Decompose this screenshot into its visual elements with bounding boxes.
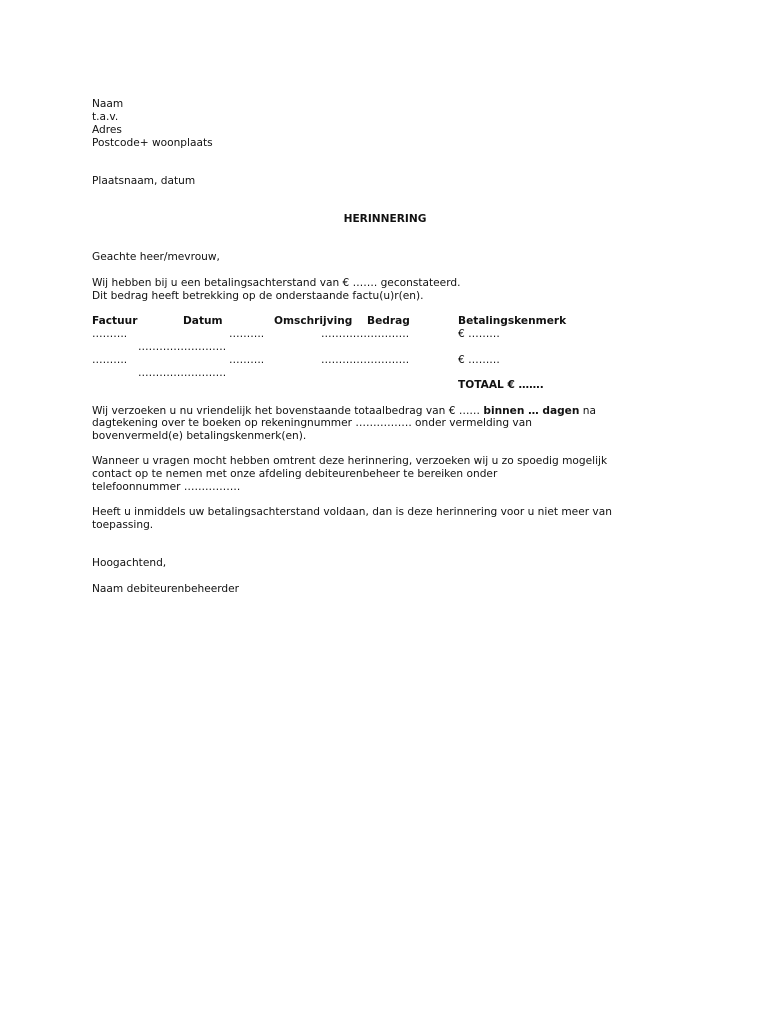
- signature-name: Naam debiteurenbeheerder: [92, 583, 240, 595]
- table-row-2-bedrag: € ………: [458, 354, 500, 366]
- table-row-1-datum: ……….: [229, 328, 265, 340]
- table-row-2-omschrijving: …………………….: [321, 354, 410, 366]
- payment-deadline: binnen … dagen: [483, 405, 580, 417]
- table-row-1-bedrag: € ………: [458, 328, 500, 340]
- table-row-2-continuation: …………………….: [138, 367, 227, 379]
- payment-request-line-2: dagtekening over te boeken op rekeningnummer ……………. onder vermelding van: [92, 417, 532, 429]
- already-paid-line-1: Heeft u inmiddels uw betalingsachterstand voldaan, dan is deze herinnering voor u niet meer van: [92, 506, 612, 518]
- column-header-kenmerk: Betalingskenmerk: [458, 315, 567, 327]
- intro-line-2: Dit bedrag heeft betrekking op de onderstaande factu(u)r(en).: [92, 290, 424, 302]
- recipient-name: Naam: [92, 98, 124, 110]
- payment-request-suffix: na: [579, 405, 596, 417]
- column-header-omschrijving: Omschrijving: [274, 315, 353, 327]
- table-row-2-datum: ……….: [229, 354, 265, 366]
- payment-request-line-3: bovenvermeld(e) betalingskenmerk(en).: [92, 430, 307, 442]
- letter-title: HERINNERING: [343, 213, 427, 225]
- column-header-factuur: Factuur: [92, 315, 138, 327]
- column-header-bedrag: Bedrag: [367, 315, 410, 327]
- salutation: Geachte heer/mevrouw,: [92, 251, 220, 263]
- intro-line-1: Wij hebben bij u een betalingsachterstand van € ……. geconstateerd.: [92, 277, 461, 289]
- total-amount: TOTAAL € …….: [458, 379, 544, 391]
- recipient-address: Adres: [92, 124, 122, 136]
- table-row-1-continuation: …………………….: [138, 341, 227, 353]
- questions-line-3: telefoonnummer …………….: [92, 481, 241, 493]
- recipient-attention: t.a.v.: [92, 111, 119, 123]
- closing: Hoogachtend,: [92, 557, 167, 569]
- column-header-datum: Datum: [183, 315, 223, 327]
- questions-line-2: contact op te nemen met onze afdeling debiteurenbeheer te bereiken onder: [92, 468, 498, 480]
- table-row-2-factuur: ……….: [92, 354, 128, 366]
- table-row-1-factuur: ……….: [92, 328, 128, 340]
- place-date: Plaatsnaam, datum: [92, 175, 196, 187]
- payment-request-text: Wij verzoeken u nu vriendelijk het bovenstaande totaalbedrag van € ……: [92, 405, 484, 417]
- recipient-postcode: Postcode+ woonplaats: [92, 137, 213, 149]
- table-row-1-omschrijving: …………………….: [321, 328, 410, 340]
- questions-line-1: Wanneer u vragen mocht hebben omtrent deze herinnering, verzoeken wij u zo spoedig mogelijk: [92, 455, 608, 467]
- already-paid-line-2: toepassing.: [92, 519, 154, 531]
